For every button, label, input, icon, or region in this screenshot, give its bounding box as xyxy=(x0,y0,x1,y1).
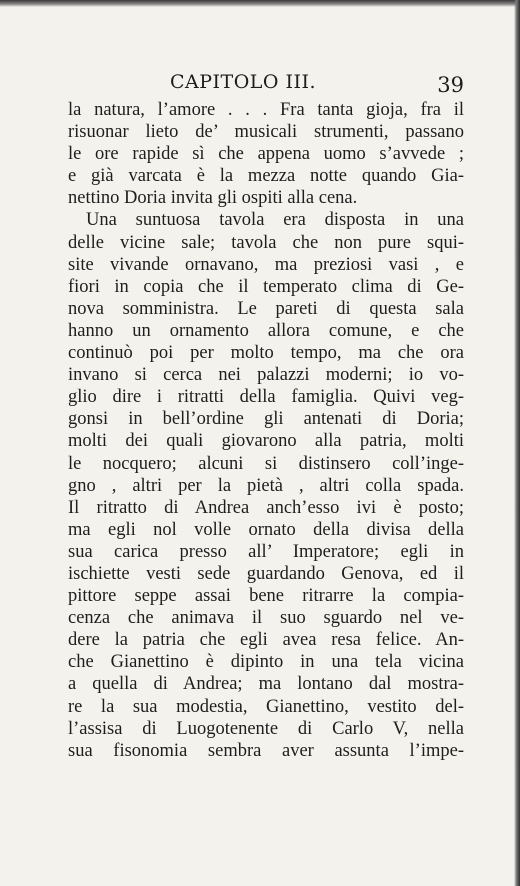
text-line: fiori in copia che il temperato clima di Ge- xyxy=(68,276,464,297)
text-line: delle vicine sale; tavola che non pure squi- xyxy=(68,232,464,253)
text-line: ma egli nol volle ornato della divisa della xyxy=(68,519,464,540)
text-line: nettino Doria invita gli ospiti alla cena. xyxy=(68,188,358,209)
text-line: Una suntuosa tavola era disposta in una xyxy=(86,210,464,231)
text-line: e già varcata è la mezza notte quando Gia- xyxy=(68,166,464,187)
text-line: l’assisa di Luogotenente di Carlo V, nella xyxy=(68,718,464,739)
text-line: cenza che animava il suo sguardo nel ve- xyxy=(68,608,464,629)
text-line: a quella di Andrea; ma lontano dal mostra- xyxy=(68,674,464,695)
text-line: Il ritratto di Andrea anch’esso ivi è posto; xyxy=(68,497,464,518)
text-line: le ore rapide sì che appena uomo s’avvede ; xyxy=(68,144,464,165)
page-right-edge-shadow xyxy=(514,0,520,886)
page-top-edge-shadow xyxy=(0,0,520,7)
page-header xyxy=(68,71,464,99)
text-line: gno , altri per la pietà , altri colla spada. xyxy=(68,475,464,496)
text-line: sua carica presso all’ Imperatore; egli in xyxy=(68,541,464,562)
text-line: re la sua modestia, Gianettino, vestito del- xyxy=(68,696,464,717)
text-line: hanno un ornamento allora comune, e che xyxy=(68,320,464,341)
text-line: gonsi in bell’ordine gli antenati di Doria; xyxy=(68,409,464,430)
page-number: 39 xyxy=(437,73,464,97)
text-line: la natura, l’amore . . . Fra tanta gioja, fra il xyxy=(68,100,464,120)
body-text xyxy=(68,99,464,762)
text-line: pittore seppe assai bene ritrarre la compia- xyxy=(68,586,464,607)
text-line: che Gianettino è dipinto in una tela vicina xyxy=(68,652,464,673)
text-line: nova somministra. Le pareti di questa sala xyxy=(68,298,464,319)
text-line: dere la patria che egli avea resa felice. An- xyxy=(68,630,464,651)
text-line: ischiette vesti sede guardando Genova, ed il xyxy=(68,563,464,584)
text-line: glio dire i ritratti della famiglia. Quivi veg- xyxy=(68,387,464,408)
text-line: continuò poi per molto tempo, ma che ora xyxy=(68,343,464,364)
text-line: le nocquero; alcuni si distinsero coll’inge- xyxy=(68,453,464,474)
text-line: invano si cerca nei palazzi moderni; io vo- xyxy=(68,365,464,386)
running-title: CAPITOLO III. xyxy=(170,71,317,93)
text-line: site vivande ornavano, ma preziosi vasi , e xyxy=(68,254,464,275)
text-line: molti dei quali giovarono alla patria, molti xyxy=(68,431,464,452)
text-line: risuonar lieto de’ musicali strumenti, passano xyxy=(68,122,464,143)
text-line: sua fisonomia sembra aver assunta l’impe- xyxy=(68,740,464,761)
